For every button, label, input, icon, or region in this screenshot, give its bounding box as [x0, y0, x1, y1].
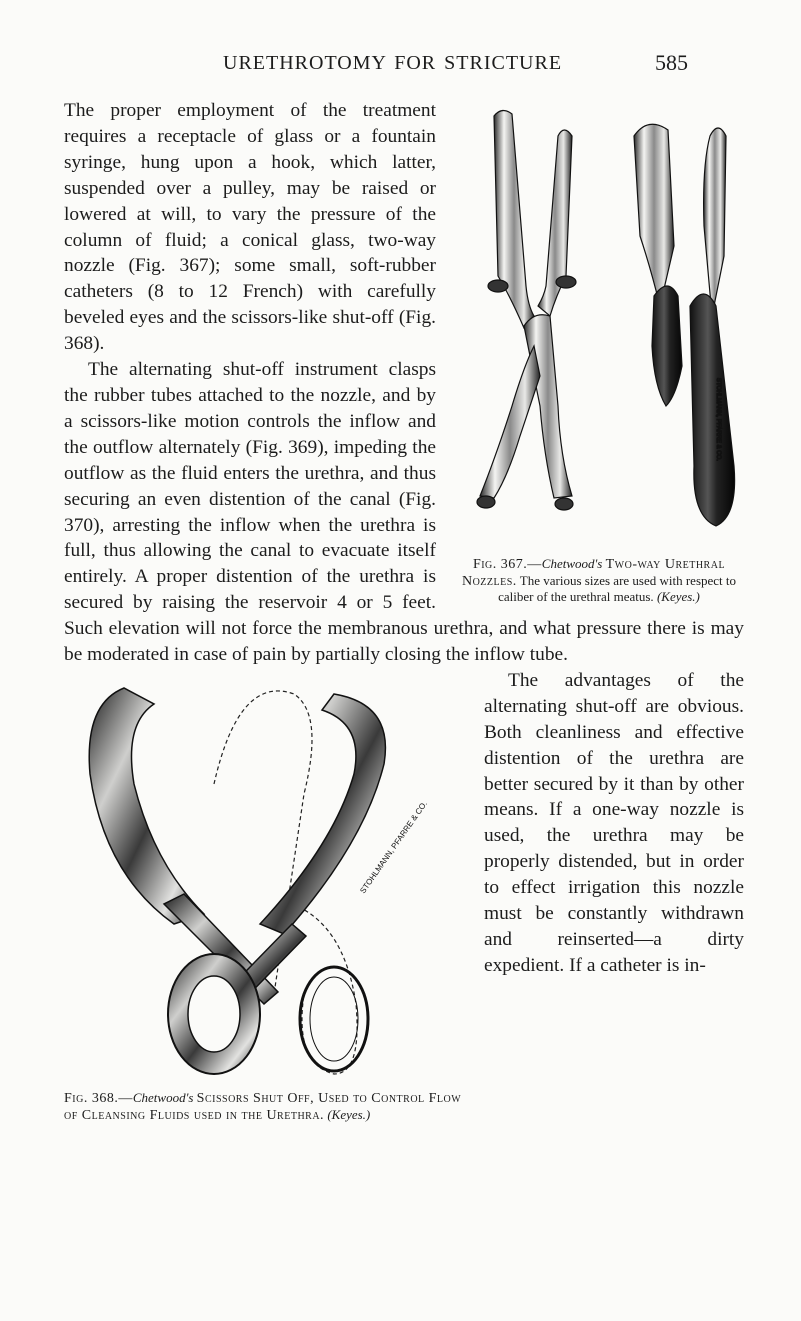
maker-mark-367: STOHLMANN, PFARRE & CO. [715, 378, 721, 461]
figure-367-caption [454, 556, 744, 605]
figure-367-source: (Keyes.) [656, 589, 700, 604]
paragraph-3: The advantages of the alternating shut-off are obvious. Both cleanliness and effective distention of the urethra are better secured by it than by other means. If a one-way nozzle is used, the urethra may be properly distended, but in order to effect irrigation this nozzle must be constantly withdrawn and reinserted—a dirty expedient. If a catheter is in- [484, 669, 744, 976]
figure-368 [64, 674, 470, 1164]
figure-368-source: (Keyes.) [327, 1106, 371, 1122]
page-number: 585 [655, 50, 688, 75]
two-way-nozzles-illustration [454, 106, 744, 552]
figure-367 [454, 106, 744, 604]
figure-368-caption [64, 1090, 470, 1124]
maker-mark-368: STOHLMANN, PFARRE & CO. [358, 799, 430, 896]
running-head: URETHROTOMY FOR STRICTURE [223, 52, 563, 74]
figure-368-label: Fig. 368.— [64, 1090, 133, 1106]
large-nozzle [634, 124, 735, 526]
figure-368-title: Scissors Shut Off, Used to Control Flow of Cleansing Fluids used in the Urethra. [64, 1090, 462, 1123]
figure-367-author: Chetwood's [541, 556, 603, 571]
figure-367-label: Fig. 367.— [472, 557, 542, 572]
figure-367-description: The various sizes are used with respect to caliber of the urethral meatus. [498, 572, 737, 604]
figure-368-author: Chetwood's [132, 1089, 194, 1105]
small-nozzle [477, 110, 576, 510]
figure-367-title: Two-way Urethral Nozzles. [461, 557, 726, 589]
scissors-shut-off-illustration [64, 674, 464, 1084]
paragraph-2: The alternating shut-off instrument clasps the rubber tubes attached to the nozzle, and by a scissors-like motion controls the inflow and the outflow alternately (Fig. 369), impeding the outflow as the fluid enters the urethra, and thus securing an even distention of the canal (Fig. 370), arresting the inflow when the urethra is full, thus allowing the canal to evacuate itself entirely. A proper distention of the urethra is secured by raising the reservoir 4 or 5 feet. Such elevation will not force the membranous urethra, and what pressure there is may be moderated in case of pain by partially closing the inflow tube. [64, 359, 744, 666]
page-body [64, 98, 744, 1168]
paragraph-1: The proper employment of the treatment requires a receptacle of glass or a fountain syringe, hung upon a hook, which latter, suspended over a pulley, may be raised or lowered at will, to vary the pressure of the column of fluid; a conical glass, two-way nozzle (Fig. 367); some small, soft-rubber catheters (8 to 12 French) with carefully beveled eyes and the scissors-like shut-off (Fig. 368). [64, 100, 436, 355]
